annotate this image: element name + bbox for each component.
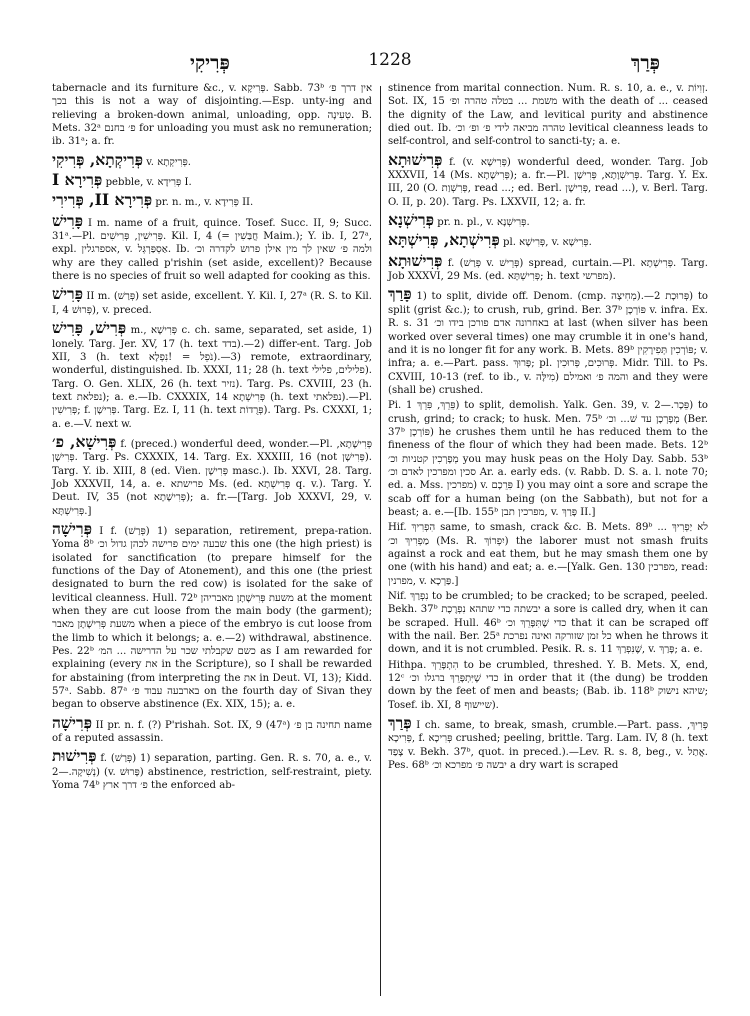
dictionary-entry <box>388 82 708 149</box>
entry-text: f. (v. פְּרִישָׁא) wonderful deed, wonder. Targ. Job XXXVII, 14 (Ms. פְּרִישָׁתָא); a. fr.—Pl. פְּרִישְׁוָתָא, פְּרִישָׁן. Targ. Y. Ex. III, 20 (O. פְּרִשְׁוַת, read ...; ed. Berl. פְּרִישָׁן, read ...), v. Berl. Targ. O. II, p. 20). Targ. Ps. LXXVII, 12; a. fr. <box>388 156 708 208</box>
entry-headword: פָּרִישׁ <box>52 210 84 230</box>
entry-headword: פָּרַךְ <box>388 284 412 304</box>
entry-headword: פְּרִישָׁא, פ׳ <box>52 431 117 451</box>
dictionary-entry <box>52 82 372 149</box>
dictionary-entry <box>52 747 372 792</box>
dictionary-entry <box>52 171 372 189</box>
dictionary-entry <box>52 212 372 284</box>
dictionary-entry <box>388 285 708 397</box>
dictionary-entry <box>388 714 708 772</box>
dictionary-entry <box>388 521 708 588</box>
dictionary-entry <box>388 252 708 284</box>
entry-text: m., פְּרִישָׁא c. ch. same, separated, set aside, 1) lonely. Targ. Jer. XV, 17 (h. text בדד).—2) differ-ent. Targ. Job XII, 3 (h. text נֹפֵל = !נִפְלָא).—3) remote, extraordinary, wonderful, distinguished. Ib. XXXI, 11; 28 (h. text פלילים, פלילי). Targ. O. Gen. XLIX, 26 (h. text נזיר). Targ. Ps. CXVIII, 23 (h. text נפלאת); a. e.—Ib. CXXXIX, 14 פְּרִישְׁתָא (h. text נפלאתי).—Pl. פְּרִישִׁין; f. פְּרִישָׁן. Targ. Ez. I, 11 (h. text פְּרֻדוֹת). Targ. Ps. CXXXI, 1; a. e.—V. next w. <box>52 325 373 430</box>
entry-headword: פְּרִישָׁה <box>52 712 92 732</box>
dictionary-entry <box>52 151 372 169</box>
dictionary-entry <box>52 714 372 746</box>
entry-headword: פְּרִישׁ, פָּרִישׁ <box>52 318 127 338</box>
entry-text: Pi. פֵּרֵךְ, פִּרֵךְ 1) to split, demolish. Yalk. Gen. 39, v. פֵּכָר.—2) to crush, grind; to crack; to husk. Men. 75ᵇ מְפָרְכָן עד שׁ... וכ׳ (Ber. 37ᵇ פּוֹרְכָן) he crushes them until he has reduced them to the fineness of the flour of which they had been made. Bets. 12ᵇ מְפָרְכִין קטניות וכ׳ you may husk peas on the Holy Day. Sabb. 53ᵇ סכין ומפרכין לאדם וכ׳ Ar. a. early eds. (v. Rabb. D. S. a. l. note 70; ed. a. Mss. מפרכין) v. פִּרֵכָם I) you may oint a sore and scrape the scab off for a human being (on the Sabbath), but not for a beast; a. e.—[Ib. 155ᵇ מפרכין תבן, v. פָּרַךְ II.] <box>388 400 708 518</box>
dictionary-entry <box>388 659 708 712</box>
entry-headword: פְּרִישׁוּת <box>52 746 97 766</box>
right-column <box>388 82 708 775</box>
entry-text: Hithpa. הִתְפָּרֵךְ to be crumbled, threshed. Y. B. Mets. X, end, 12ᶜ כדי שֶׁיִּתְפָּרֵךְ ברגלו וכ׳ in order that it (the dung) be trodden down by the feet of men and beasts; (Bab. ib. 118ᵇ שיהא נישוק; Tosef. ib. XI, 8 שיישוף). <box>388 659 709 711</box>
dictionary-entry <box>52 319 372 431</box>
entry-text: I ch. same, to break, smash, crumble.—Part. pass. פְּרִיךְ, פְּרִיכָא, f. פְּרִיכָא crushed; peeling, brittle. Targ. Lam. IV, 8 (h. text צָפַד v. Bekh. 37ᵇ, quot. in preced.).—Lev. R. s. 8, beg., v. אֲתַל. Pes. 68ᵇ יבשה פ׳ מפרכא וכ׳ a dry wart is scraped <box>388 720 708 772</box>
entry-headword: פְּרִירָא I <box>52 170 103 190</box>
entry-text: f. (פְּרַשׁ) 1) separation, parting. Gen. R. s. 70, a. e., v. נְשִׁיקָה.—2) (v. פָּרוּשׁ) abstinence, restriction, self-restraint, piety. Yoma 74ᵇ פ׳ דרך ארץ the enforced ab- <box>52 753 372 792</box>
entry-text: pl. פְּרִישָׁא, v. פְּרִישָׁא. <box>503 237 592 249</box>
dictionary-entry <box>388 211 708 229</box>
entry-headword: פְּרַךְ <box>388 713 412 733</box>
entry-text: f. (preced.) wonderful deed, wonder.—Pl. פְּרִישָׁתָא, פְּרִישָׁן. Targ. Ps. CXXXIX, 14. Targ. Ex. XXXIII, 16 (not פְּרִישָׁן). Targ. Y. ib. XIII, 8 (ed. Vien. פְּרִישָׁן masc.). Ib. XXVI, 28. Targ. Job XXXVII, 14, a. e. פרישתא Ms. (ed. פְּרִישְׁתָא q. v.). Targ. Y. Deut. IV, 35 (not פְּרִישָׁתָא); a. fr.—[Targ. Job XXXVI, 29, v. פְּרִישְׁתָּא.] <box>52 438 372 517</box>
entry-text: I f. (פְּרַשׁ) 1) separation, retirement, prepa-ration. Yoma 8ᵇ שבעה ימים פרישה לכהן גדול וכ׳ this one (the high priest) is isolated for sanctification (to prepare himself for the functions of the Day of Atonement), and this one (the priest designated to burn the red cow) is isolated for the sake of levitical cleanness. Hull. 72ᵇ משעת פְּרִישָׁתָן מאבריהן at the moment when they are cut loose from the main body (the garment); משעת פְּרִישָׁתָן מאבר when a piece of the embryo is cut loose from the limb to which it belongs; a. e.—2) withdrawal, abstinence. Pes. 22ᵇ כשם שקבלתי שכר על הדרישה ... המ׳ as I am rewarded for explaining (every את in the Scripture), so I shall be rewarded for abstaining (from interpreting the את in Deut. VI, 13); Kidd. 57ᵃ. Sabb. 87ᵃ בארבעה עבוד פ׳ on the fourth day of Sivan they began to observe abstinence (Ex. XIX, 15); a. e. <box>52 525 373 711</box>
entry-headword: פְּרִירָא II, פְּרִירִי <box>52 190 153 210</box>
header-left-word: פְּרִיקִי <box>190 52 230 74</box>
entry-text: 1) to split, divide off. Denom. (cmp. מְחִיצָה).—פְּרוּכָת 2) to split (grist &c.); to crush, rub, grind. Ber. 37ᵇ פּוֹרְכָן v. infra. Ex. R. s. 31 באחרונה אדם פורכן בידו וכ׳ at last (when silver has been worked over several times) one may crumble it in one's hand, and it is no longer fit for any work. B. Mets. 89ᵇ פּוֹרְכִין תְּפִירָקִין; v. infra; a. e.—Part. pass. פָּרוּךְ; pl. פְּרוּכִים, פְּרוּכִין. Midr. Till. to Ps. CXVIII, 10-13 (ref. to ib., v. מִילָּה) והמה פ׳ ואמילם and they were (shall be) crushed. <box>388 291 709 396</box>
entry-headword: פְּרִישׁוּתָא <box>388 250 443 270</box>
dictionary-entry <box>52 433 372 518</box>
column-divider <box>380 86 381 996</box>
entry-text: tabernacle and its furniture &c., v. פְּרִיקָא. Sabb. 73ᵇ אין דרך פ׳ בכך this is not a way of disjointing.—Esp. unty-ing and relieving a broken-down animal, unloading, opp. טְעִינָה. B. Mets. 32ᵃ פ׳ בחנם for unloading you must ask no remuneration; ib. 31ᵃ; a. fr. <box>52 83 372 148</box>
entry-text: pr. n. pl., v. פְּרִישְׁנָא. <box>437 217 530 229</box>
entry-headword: פְּרִישׁוּתָא <box>388 149 443 169</box>
page-header <box>90 48 690 78</box>
entry-headword: פָּרִישׁ <box>52 284 84 304</box>
dictionary-entry <box>388 399 708 519</box>
dictionary-entry <box>52 520 372 712</box>
entry-text: pr. n. m., v. פְּרִידָא II. <box>155 197 254 209</box>
left-column <box>52 82 372 795</box>
entry-headword: פְּרִיקְתָא, פְּרִיקִי <box>52 149 144 169</box>
dictionary-entry <box>52 285 372 317</box>
entry-headword: פְּרִישְׁתָא, פְּרִישְׁתָּא <box>388 230 500 250</box>
entry-headword: פְּרִישְׁנָא <box>388 210 435 230</box>
dictionary-entry <box>52 191 372 209</box>
dictionary-entry <box>388 231 708 249</box>
entry-text: II pr. n. f. (?) P'rishah. Sot. IX, 9 (47ᵃ) תחינה בן פ׳ name of a reputed assassin. <box>52 719 372 745</box>
entry-text: Nif. נִפְרַךְ to be crumbled; to be cracked; to be scraped, peeled. Bekh. 37ᵇ יבשתה כדי שתהא נִפְרֶכֶת a sore is called dry, when it can be scraped. Hull. 46ᵇ כדי שֶׁתִּפָּרֵךְ וכ׳ that it can be scraped off with the nail. Ber. 25ᵃ כל זמן שזורקה ואינה נפרכת when he throws it down, and it is not crumbled. Pesik. R. s. 11 שֶׁנִּפְרַךְ, v. פָּרַךְ; a. e. <box>388 591 709 656</box>
dictionary-entry <box>388 590 708 657</box>
entry-text: stinence from marital connection. Num. R. s. 10, a. e., v. זְוִיוֹת. Sot. IX, 15 משמת ... בטלה טהרה ופ׳ with the death of ... ceased the dignity of the Law, and levitical purity and abstinence died out. Ib. טהרה מביאה לידי פ׳ ופ׳ וכ׳ levitical cleanness leads to self-control, and self-control to sancti-ty; a. e. <box>388 83 709 148</box>
entry-text: f. (פְּרַשׁ v. פְּרֵישׁ) spread, curtain.—Pl. פְּרִישְׁתָא. Targ. Job XXXVI, 29 Ms. (ed. פְּרִישְׁתָּא; h. text מפרשי). <box>388 257 708 283</box>
entry-text: II m. (פְּרַשׁ) set aside, excellent. Y. Kil. I, 27ᵃ (R. S. to Kil. I, 4 פְּרוּשׁ), v. preced. <box>52 291 372 316</box>
page-number: 1228 <box>368 50 412 70</box>
entry-text: pebble, v. פְּרִידָא I. <box>105 177 192 189</box>
entry-headword: פְּרִישָׁה <box>52 518 92 538</box>
entry-text: Hif. הִפְרִיךְ same, to smash, crack &c. B. Mets. 89ᵇ לא יַפְרִיךְ ... מַפְרִיךְ וכ׳ (Ms. R. יִפְרוֹךְ) the laborer must not smash fruits against a rock and eat them, but he may smash them one by one (with his hand) and eat; a. e.—[Yalk. Gen. 130 מפרכין, read: מפרנין, v. פַּרְכָא.] <box>388 522 709 587</box>
header-right-word: פְּרַךְ <box>630 52 660 74</box>
dictionary-entry <box>388 151 708 209</box>
entry-text: I m. name of a fruit, quince. Tosef. Succ. II, 9; Succ. 31ᵃ.—Pl. פְּרִישִׁין, פְּרִישִׁים. Kil. I, 4 (= חֲבַּשִׁין Maim.); Y. ib. I, 27ᵃ, expl. אספרגלין, v. אַסְפַּרְגְּל. Ib. ולמה פ׳ שאין לך מין אילן פרוש לקדרה וכ׳ why are they called p'rishin (set aside, excellent)? Because there is no species of fruit so well adapted for cooking as this. <box>52 217 373 283</box>
entry-text: v. פְּרִיקְתָא. <box>146 156 191 168</box>
